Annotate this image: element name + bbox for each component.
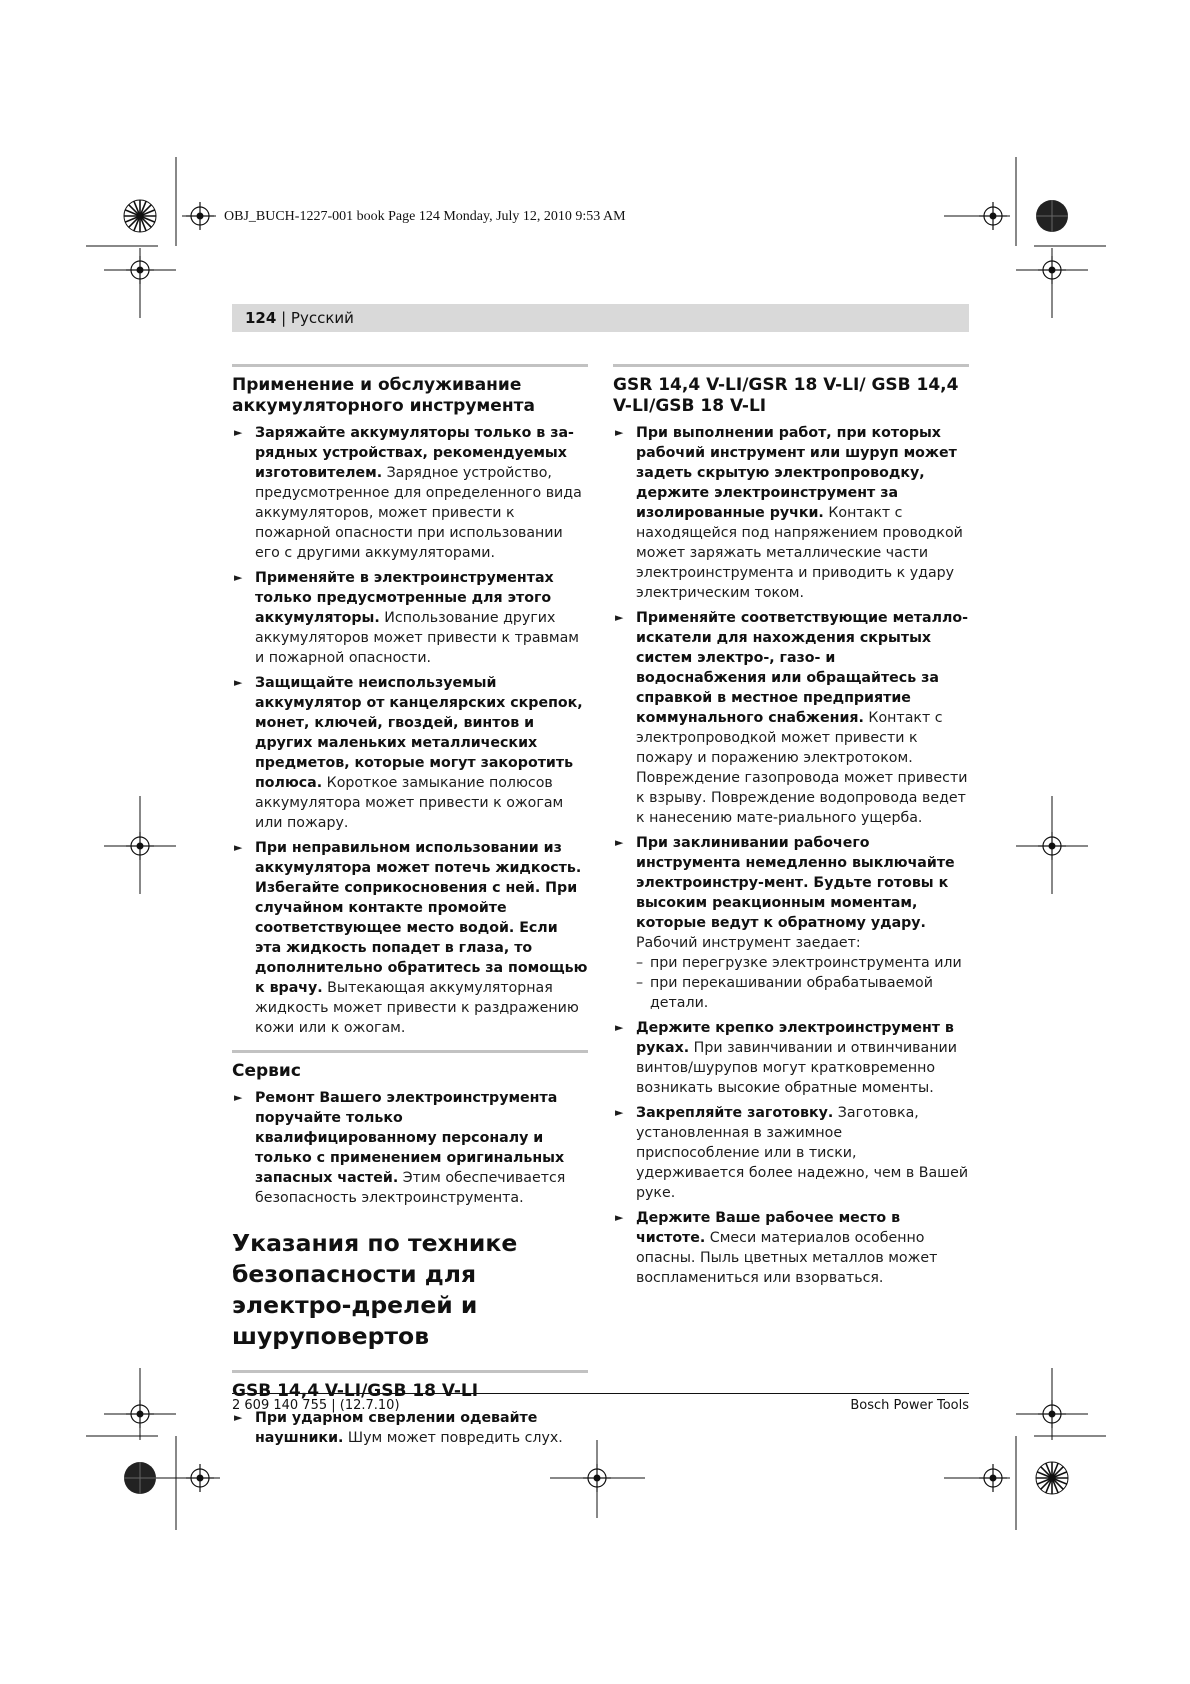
item-bold-text: Ремонт Вашего электроинструмента поручайте только квалифицированному персоналу и только с применением оригинальных запасных частей. xyxy=(255,1090,565,1186)
left-column xyxy=(232,364,588,1453)
list-item xyxy=(613,833,969,1013)
item-bold-text: При ударном сверлении одевайте наушники. xyxy=(255,1410,538,1446)
gsb-list xyxy=(232,1408,588,1448)
dash-item: – при перегрузке электроинструмента или xyxy=(636,953,969,973)
list-item xyxy=(232,1408,588,1448)
item-bold-text: При выполнении работ, при которых рабочий инструмент или шуруп может задеть скрытую электропроводку, держите электроинструмент за изолированные ручки. xyxy=(636,425,957,521)
item-bold-text: Закрепляйте заготовку. xyxy=(636,1105,834,1121)
list-item xyxy=(613,1103,969,1203)
item-text: Шум может повредить слух. xyxy=(343,1430,563,1446)
gsr-gsb-list xyxy=(613,423,969,1288)
item-text: Вытекающая аккумуляторная жидкость может привести к раздражению кожи или к ожогам. xyxy=(255,980,579,1036)
item-bold-text: Держите Ваше рабочее место в чистоте. xyxy=(636,1210,901,1246)
section-title-battery-use: Применение и обслуживание аккумуляторного инструмента xyxy=(232,375,535,416)
item-bold-text: Держите крепко электроинструмент в руках. xyxy=(636,1020,954,1056)
list-item xyxy=(613,1018,969,1098)
list-item xyxy=(613,1208,969,1288)
item-text: Смеси материалов особенно опасны. Пыль цветных металлов может воспламениться или взорваться. xyxy=(636,1230,938,1286)
list-item xyxy=(613,423,969,603)
big-heading-safety: Указания по технике безопасности для электро-дрелей и шуруповертов xyxy=(232,1229,518,1350)
section-rule xyxy=(232,1050,588,1053)
page-header xyxy=(232,304,969,332)
list-item xyxy=(232,423,588,563)
section-title-service: Сервис xyxy=(232,1061,301,1081)
footer-brand: Bosch Power Tools xyxy=(850,1398,969,1413)
item-bold-text: Применяйте соответствующие металло-искатели для нахождения скрытых систем электро-, газо- и водоснабжения или обращайтесь за справкой в местное предприятие коммунального снабжения. xyxy=(636,610,969,726)
list-item xyxy=(232,838,588,1038)
section-title-gsb: GSB 14,4 V-LI/GSB 18 V-LI xyxy=(232,1381,479,1401)
dash-list xyxy=(636,953,969,1013)
header-text xyxy=(245,309,354,327)
item-text: Заготовка, установленная в зажимное приспособление или в тиски, удерживается более надежно, чем в Вашей руке. xyxy=(636,1105,969,1201)
item-bold-text: Применяйте в электроинструментах только предусмотренные для этого аккумуляторы. xyxy=(255,570,554,626)
item-bold-text: Заряжайте аккумуляторы только в за-рядных устройствах, рекомендуемых изготовителем. xyxy=(255,425,574,481)
list-item xyxy=(232,1088,588,1208)
dash-item: – при перекашивании обрабатываемой детали. xyxy=(636,973,969,1013)
item-bold-text: При неправильном использовании из аккумулятора может потечь жидкость. Избегайте соприкосновения с ней. При случайном контакте промойте соответствующее место водой. Если эта жидкость попадет в глаза, то дополнительно обратитесь за помощью к врачу. xyxy=(255,840,588,996)
section-title-gsr-gsb: GSR 14,4 V-LI/GSR 18 V-LI/ GSB 14,4 V-LI/GSB 18 V-LI xyxy=(613,375,959,416)
footer-doc-number: 2 609 140 755 | (12.7.10) xyxy=(232,1398,400,1413)
battery-use-list xyxy=(232,423,588,1038)
list-item xyxy=(232,673,588,833)
section-rule xyxy=(232,1370,588,1373)
page-number: 124 xyxy=(245,309,277,327)
print-slug: OBJ_BUCH-1227-001 book Page 124 Monday, July 12, 2010 9:53 AM xyxy=(224,209,626,224)
item-text: Короткое замыкание полюсов аккумулятора может привести к ожогам или пожару. xyxy=(255,775,564,831)
header-language: Русский xyxy=(290,309,354,327)
section-rule xyxy=(232,364,588,367)
item-text: Контакт с электропроводкой может привести к пожару и поражению электротоком. Повреждение газопровода может привести к взрыву. Повреждение водопровода ведет к нанесению мате-риального ущерба. xyxy=(636,710,968,826)
item-text: Зарядное устройство, предусмотренное для определенного вида аккумуляторов, может привести к пожарной опасности при использовании его с другими аккумуляторами. xyxy=(255,465,582,561)
right-column xyxy=(613,364,969,1293)
list-item xyxy=(613,608,969,828)
item-text: Контакт с находящейся под напряжением проводкой может заряжать металлические части электроинструмента и приводить к удару электрическим током. xyxy=(636,505,963,601)
header-separator: | xyxy=(276,309,291,327)
item-text: Рабочий инструмент заедает: xyxy=(636,935,861,951)
item-text: Этим обеспечивается безопасность электроинструмента. xyxy=(255,1170,566,1206)
list-item xyxy=(232,568,588,668)
footer-rule xyxy=(232,1393,969,1394)
service-list xyxy=(232,1088,588,1208)
item-text: Использование других аккумуляторов может привести к травмам и пожарной опасности. xyxy=(255,610,579,666)
item-bold-text: При заклинивании рабочего инструмента немедленно выключайте электроинстру-мент. Будьте готовы к высоким реакционным моментам, которые ведут к обратному удару. xyxy=(636,835,955,931)
item-bold-text: Защищайте неиспользуемый аккумулятор от канцелярских скрепок, монет, ключей, гвоздей, винтов и других маленьких металлических предметов, которые могут закоротить полюса. xyxy=(255,675,583,791)
section-rule xyxy=(613,364,969,367)
item-text: При завинчивании и отвинчивании винтов/шурупов могут кратковременно возникать высокие обратные моменты. xyxy=(636,1040,957,1096)
